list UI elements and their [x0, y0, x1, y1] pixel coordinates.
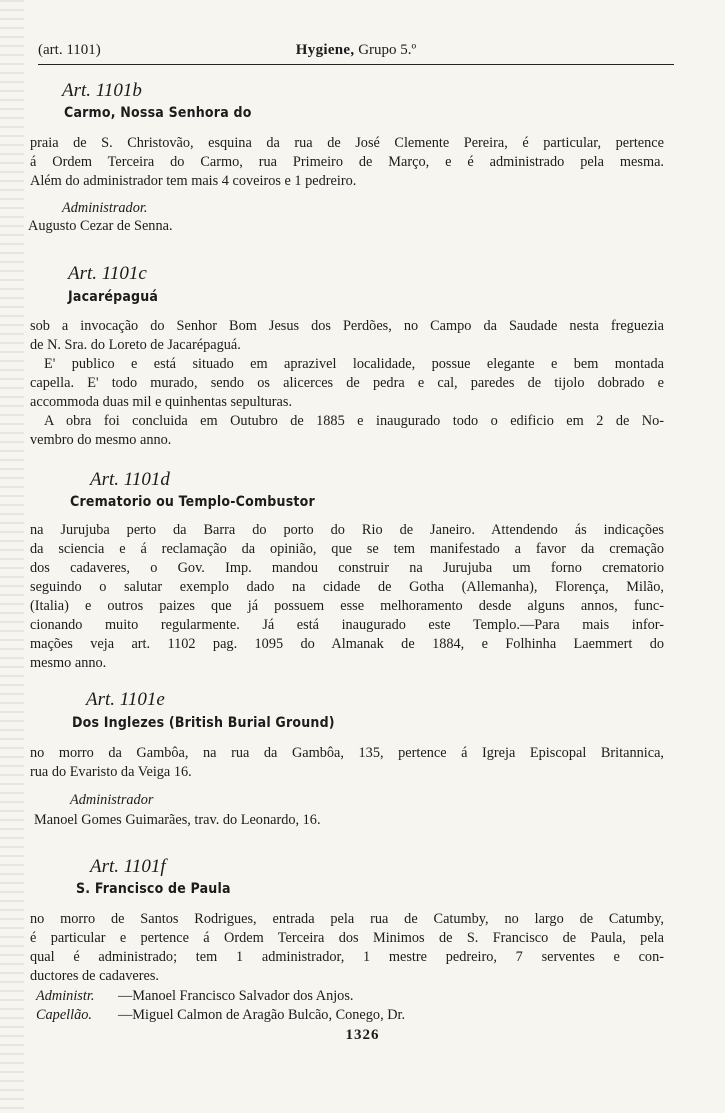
body-line: A obra foi concluida em Outubro de 1885 e inaugurado todo o edificio em 2 de No-	[44, 413, 664, 429]
running-head	[38, 42, 674, 64]
admin-name: Manoel Gomes Guimarães, trav. do Leonardo, 16.	[34, 812, 321, 828]
entry-body	[30, 521, 664, 673]
body-line: Além do administrador tem mais 4 coveiros e 1 pedreiro.	[30, 173, 357, 189]
article-number: Art. 1101e	[86, 689, 165, 710]
admin-label: Administrador.	[62, 200, 148, 216]
article-number: Art. 1101b	[62, 80, 142, 101]
body-line: sob a invocação do Senhor Bom Jesus dos Perdões, no Campo da Saudade nesta freguezia	[30, 318, 664, 334]
entry-body	[30, 910, 664, 986]
entry-heading: S. Francisco de Paula	[76, 881, 231, 897]
body-line: seguindo o salutar exemplo dado na cidade de Gotha (Allemanha), Florença, Milão,	[30, 579, 664, 595]
body-line: capella. E' todo murado, sendo os alicerces de pedra e cal, paredes de tijolo dobrado e	[30, 375, 664, 391]
staff-name: —Miguel Calmon de Aragão Bulcão, Conego, Dr.	[118, 1007, 406, 1023]
header-rule	[38, 64, 674, 65]
body-line: da sciencia e á reclamação da opinião, que se tem manifestado a favor da cremação	[30, 541, 664, 557]
entry-heading: Carmo, Nossa Senhora do	[64, 105, 252, 121]
article-number: Art. 1101c	[68, 263, 147, 284]
entry-body	[30, 317, 664, 450]
admin-label: Administrador	[70, 792, 154, 808]
body-line: accommoda duas mil e quinhentas sepulturas.	[30, 394, 293, 410]
staff-label: Administr.	[36, 988, 95, 1004]
header-section-title: Hygiene, Grupo 5.º	[295, 42, 417, 58]
entry-heading: Crematorio ou Templo-Combustor	[70, 494, 315, 510]
body-line: qual é administrado; tem 1 administrador, 1 mestre pedreiro, 7 serventes e con-	[30, 949, 664, 965]
article-number: Art. 1101d	[90, 469, 170, 490]
body-line: E' publico e está situado em aprazivel localidade, possue elegante e bem montada	[44, 356, 664, 372]
body-line: dos cadaveres, o Gov. Imp. mandou construir na Jurujuba um forno crematorio	[30, 560, 664, 576]
body-line: vembro do mesmo anno.	[30, 432, 172, 448]
page-number: 1326	[345, 1027, 380, 1043]
body-line: na Jurujuba perto da Barra do porto do Rio de Janeiro. Attendendo ás indicações	[30, 522, 664, 538]
body-line: praia de S. Christovão, esquina da rua de José Clemente Pereira, é particular, pertence	[30, 135, 664, 151]
body-line: (Italia) e outros paizes que já possuem esse melhoramento desde alguns annos, func-	[30, 598, 664, 614]
admin-name: Augusto Cezar de Senna.	[28, 218, 173, 234]
staff-label: Capellão.	[36, 1007, 92, 1023]
entry-heading: Dos Inglezes (British Burial Ground)	[72, 715, 335, 731]
body-line: no morro de Santos Rodrigues, entrada pela rua de Catumby, no largo de Catumby,	[30, 911, 664, 927]
body-line: de N. Sra. do Loreto de Jacarépaguá.	[30, 337, 241, 353]
body-line: no morro da Gambôa, na rua da Gambôa, 135, pertence á Igreja Episcopal Britannica,	[30, 745, 664, 761]
body-line: rua do Evaristo da Veiga 16.	[30, 764, 192, 780]
body-line: á Ordem Terceira do Carmo, rua Primeiro de Março, e é administrado pela mesma.	[30, 154, 664, 170]
article-number: Art. 1101f	[90, 856, 166, 877]
body-line: mesmo anno.	[30, 655, 107, 671]
header-article-ref: (art. 1101)	[38, 42, 101, 58]
body-line: mações veja art. 1102 pag. 1095 do Almanak de 1884, e Folhinha Laemmert do	[30, 636, 664, 652]
entry-body	[30, 744, 664, 782]
body-line: é particular e pertence á Ordem Terceira dos Minimos de S. Francisco de Paula, pela	[30, 930, 664, 946]
body-line: cionando muito regularmente. Já está inaugurado este Templo.—Para mais infor-	[30, 617, 664, 633]
page-margin-stain	[0, 0, 24, 1113]
entry-heading: Jacarépaguá	[68, 289, 159, 305]
staff-name: —Manoel Francisco Salvador dos Anjos.	[118, 988, 354, 1004]
entry-body	[30, 134, 664, 191]
body-line: ductores de cadaveres.	[30, 968, 160, 984]
